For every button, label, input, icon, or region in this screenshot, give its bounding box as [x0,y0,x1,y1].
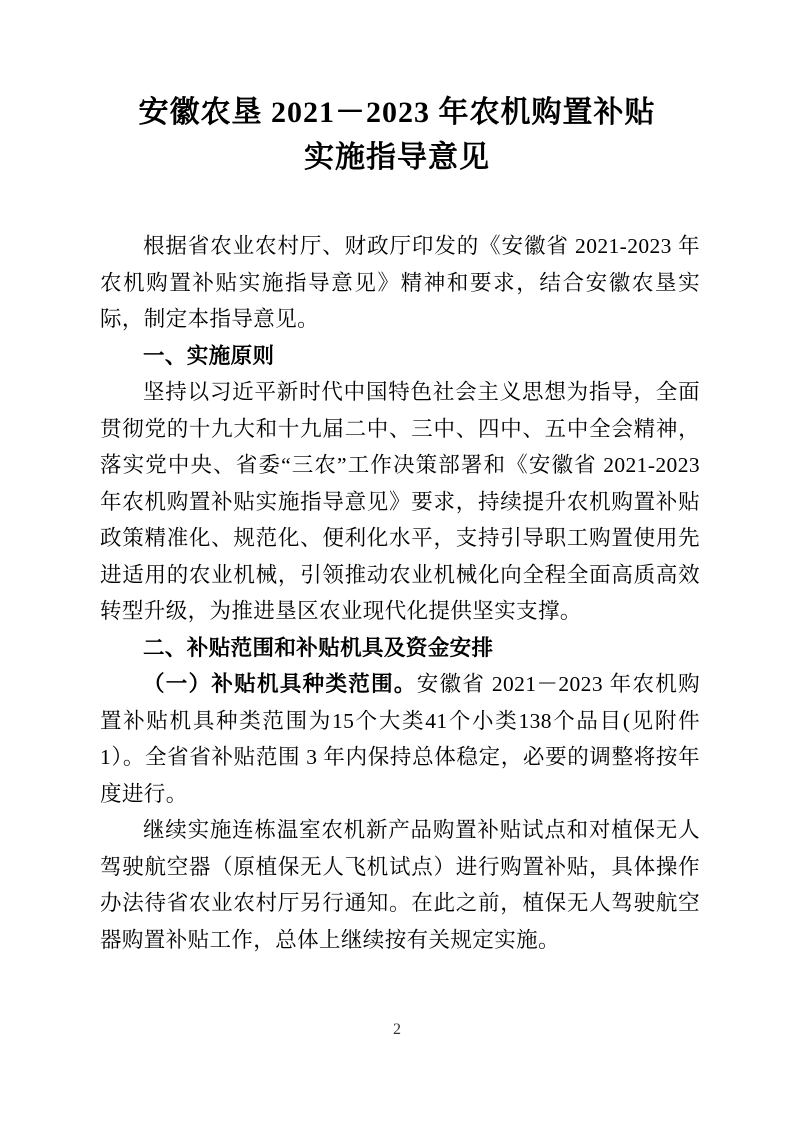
paragraph-pilot-programs: 继续实施连栋温室农机新产品购置补贴试点和对植保无人驾驶航空器（原植保无人飞机试点）进行购置补贴，具体操作办法待省农业农村厅另行通知。在此之前，植保无人驾驶航空器购置补贴工作，总体上继续按有关规定实施。 [100,818,700,952]
document-title-line-2: 实施指导意见 [304,141,490,174]
document-title-line-1: 安徽农垦 2021－2023 年农机购置补贴 [138,96,656,129]
paragraph-machine-categories-lead: （一）补贴机具种类范围。 [143,672,417,696]
section-heading-subsidy-scope: 二、补贴范围和补贴机具及资金安排 [143,635,494,660]
document-body [100,228,700,958]
paragraph-intro: 根据省农业农村厅、财政厅印发的《安徽省 2021-2023 年农机购置补贴实施指导意见》精神和要求，结合安徽农垦实际，制定本指导意见。 [100,234,700,331]
section-heading-implementation-principles: 一、实施原则 [143,343,275,368]
document-title [0,0,794,180]
page-number: 2 [393,1021,401,1038]
paragraph-principles: 坚持以习近平新时代中国特色社会主义思想为指导，全面贯彻党的十九大和十九届二中、三中、四中、五中全会精神，落实党中央、省委“三农”工作决策部署和《安徽省 2021-2023 年农机购置补贴实施指导意见》要求，持续提升农机购置补贴政策精准化、规范化、便利化水平，支持引导职工购置使用先进适用的农业机械，引领推动农业机械化向全程全面高质高效转型升级，为推进垦区农业现代化提供坚实支撑。 [100,380,700,623]
paragraph-machine-categories-text: 安徽省 2021－2023 年农机购置补贴机具种类范围为15个大类41个小类138个品目(见附件 1）。全省省补贴范围 3 年内保持总体稳定，必要的调整将按年度进行。 [100,672,700,806]
paragraph-machine-categories [100,666,700,812]
page-footer [0,1020,794,1040]
